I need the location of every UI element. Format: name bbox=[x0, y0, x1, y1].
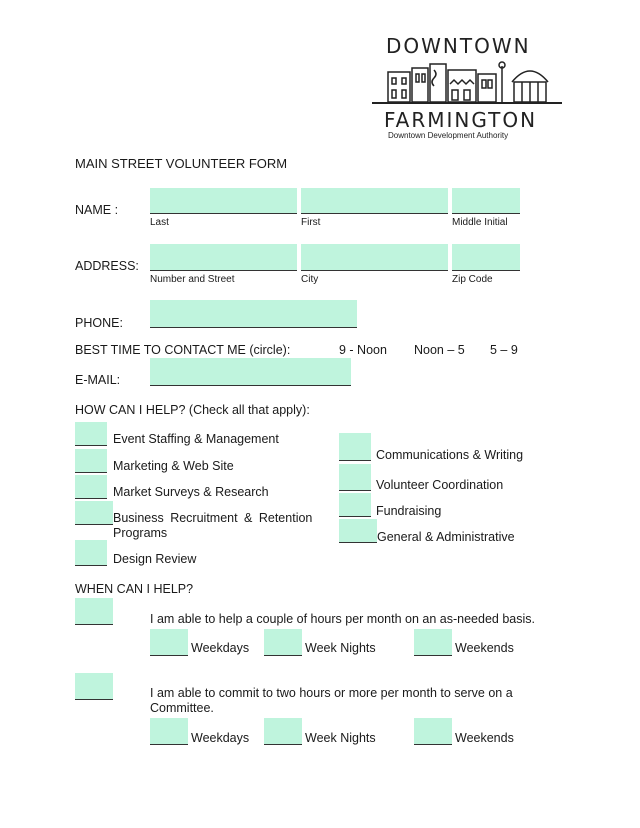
as-needed-weekends-label: Weekends bbox=[455, 641, 514, 655]
email-label: E-MAIL: bbox=[75, 373, 121, 387]
help-checkbox-marketing[interactable] bbox=[75, 449, 107, 473]
street-field[interactable] bbox=[150, 244, 297, 271]
help-checkbox-surveys[interactable] bbox=[75, 475, 107, 499]
last-name-sublabel: Last bbox=[150, 217, 169, 228]
help-option-marketing: Marketing & Web Site bbox=[113, 459, 234, 473]
help-option-recruitment-line2: Programs bbox=[113, 526, 168, 540]
help-option-surveys: Market Surveys & Research bbox=[113, 485, 269, 499]
address-label: ADDRESS: bbox=[75, 259, 139, 273]
as-needed-weeknights-label: Week Nights bbox=[305, 641, 376, 655]
contact-time-label: BEST TIME TO CONTACT ME (circle): bbox=[75, 343, 291, 357]
help-option-recruitment: Business Recruitment & Retention bbox=[113, 511, 313, 525]
help-option-fundraising: Fundraising bbox=[376, 504, 442, 518]
town-skyline-icon bbox=[372, 60, 562, 104]
help-option-general-admin: General & Administrative bbox=[377, 530, 515, 544]
as-needed-weekdays-label: Weekdays bbox=[191, 641, 250, 655]
contact-option-afternoon[interactable]: Noon – 5 bbox=[414, 343, 465, 357]
committee-weekdays-label: Weekdays bbox=[191, 731, 250, 745]
logo bbox=[372, 30, 562, 142]
help-heading: HOW CAN I HELP? (Check all that apply): bbox=[75, 403, 310, 417]
committee-weekends-checkbox[interactable] bbox=[414, 718, 452, 745]
help-checkbox-general-admin[interactable] bbox=[339, 519, 377, 543]
phone-field[interactable] bbox=[150, 300, 357, 328]
when-heading: WHEN CAN I HELP? bbox=[75, 582, 194, 596]
help-option-communications: Communications & Writing bbox=[376, 448, 524, 462]
committee-weeknights-label: Week Nights bbox=[305, 731, 376, 745]
zip-sublabel: Zip Code bbox=[452, 274, 493, 285]
logo-line2: FARMINGTON bbox=[384, 108, 538, 132]
committee-weekdays-checkbox[interactable] bbox=[150, 718, 188, 745]
as-needed-weekends-checkbox[interactable] bbox=[414, 629, 452, 656]
help-checkbox-volunteer-coord[interactable] bbox=[339, 464, 371, 491]
help-option-event-staffing: Event Staffing & Management bbox=[113, 432, 279, 446]
help-option-design-review: Design Review bbox=[113, 552, 197, 566]
first-name-sublabel: First bbox=[301, 217, 321, 228]
when-option-committee-line2: Committee. bbox=[150, 701, 214, 715]
phone-label: PHONE: bbox=[75, 316, 123, 330]
as-needed-weeknights-checkbox[interactable] bbox=[264, 629, 302, 656]
city-field[interactable] bbox=[301, 244, 448, 271]
logo-tagline: Downtown Development Authority bbox=[388, 131, 509, 140]
when-option-as-needed: I am able to help a couple of hours per month on an as-needed basis. bbox=[150, 612, 535, 626]
when-option-committee-line1: I am able to commit to two hours or more per month to serve on a bbox=[150, 686, 513, 700]
help-checkbox-design-review[interactable] bbox=[75, 540, 107, 566]
middle-initial-sublabel: Middle Initial bbox=[452, 217, 508, 228]
help-checkbox-fundraising[interactable] bbox=[339, 493, 371, 517]
help-checkbox-communications[interactable] bbox=[339, 433, 371, 461]
help-option-volunteer-coord: Volunteer Coordination bbox=[376, 478, 504, 492]
contact-option-morning[interactable]: 9 - Noon bbox=[339, 343, 387, 357]
form-title: MAIN STREET VOLUNTEER FORM bbox=[75, 156, 288, 171]
logo-line1: DOWNTOWN bbox=[386, 34, 531, 58]
name-label: NAME : bbox=[75, 203, 119, 217]
contact-option-evening[interactable]: 5 – 9 bbox=[490, 343, 518, 357]
email-field[interactable] bbox=[150, 358, 351, 386]
help-checkbox-recruitment[interactable] bbox=[75, 501, 113, 525]
zip-field[interactable] bbox=[452, 244, 520, 271]
middle-initial-field[interactable] bbox=[452, 188, 520, 214]
when-checkbox-as-needed[interactable] bbox=[75, 598, 113, 625]
as-needed-weekdays-checkbox[interactable] bbox=[150, 629, 188, 656]
committee-weeknights-checkbox[interactable] bbox=[264, 718, 302, 745]
street-sublabel: Number and Street bbox=[150, 274, 235, 285]
city-sublabel: City bbox=[301, 274, 319, 285]
help-checkbox-event-staffing[interactable] bbox=[75, 422, 107, 446]
when-checkbox-committee[interactable] bbox=[75, 673, 113, 700]
first-name-field[interactable] bbox=[301, 188, 448, 214]
last-name-field[interactable] bbox=[150, 188, 297, 214]
committee-weekends-label: Weekends bbox=[455, 731, 514, 745]
